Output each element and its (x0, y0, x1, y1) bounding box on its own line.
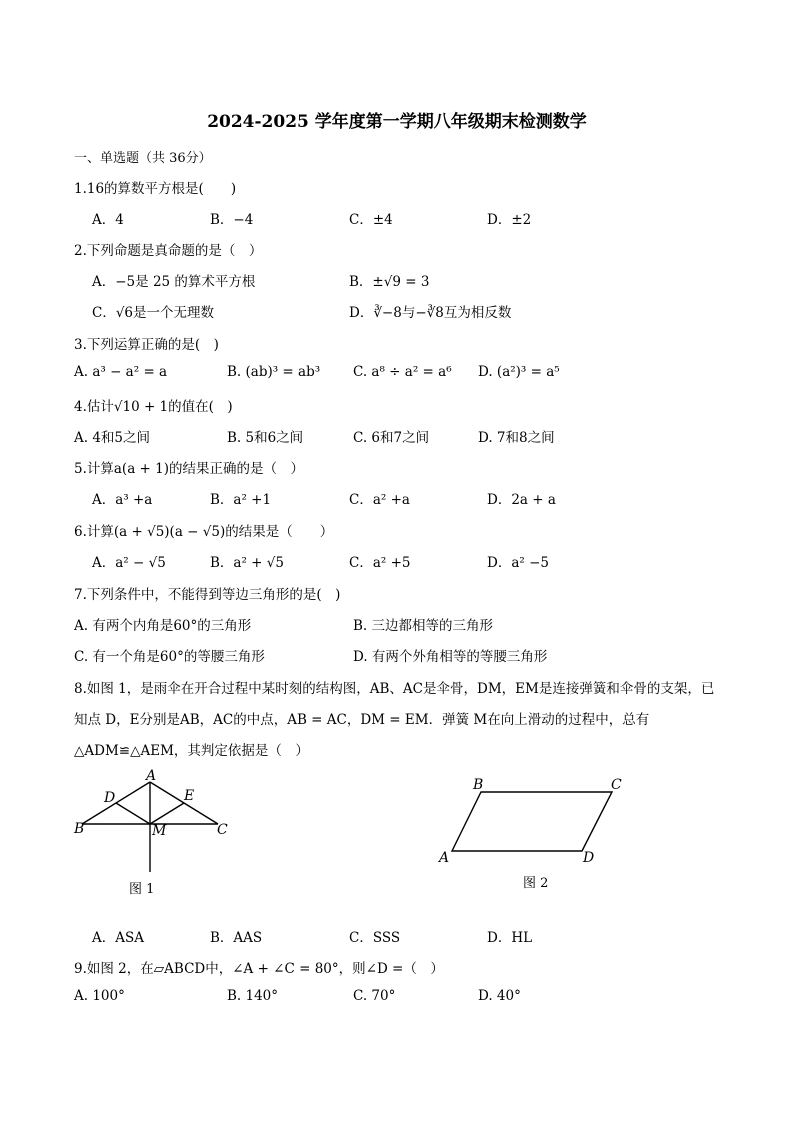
label-b: B (74, 821, 85, 837)
label-d: D (104, 790, 116, 806)
question-9-option-d: D. 40° (478, 988, 521, 1004)
label-e: E (184, 788, 195, 804)
label-a: A (146, 768, 157, 784)
question-7-option-a: A. 有两个内角是60°的三角形 (74, 618, 252, 634)
figure-1-caption: 图 1 (129, 882, 155, 897)
support-em (150, 803, 184, 824)
question-8-option-c: C．SSS (349, 930, 401, 946)
question-6-stem: 6.计算(a + √5)(a − √5)的结果是（ ） (74, 524, 334, 540)
question-1-option-c: C．±4 (349, 212, 393, 228)
parallelogram-abcd (452, 792, 612, 851)
section-heading: 一、单选题（共 36分） (74, 151, 212, 166)
question-1-option-a: A．4 (92, 212, 124, 228)
question-5-stem: 5.计算a(a + 1)的结果正确的是（ ） (74, 461, 304, 477)
question-2-option-d: D．∛−8与−∛8互为相反数 (349, 305, 512, 321)
question-7-option-c: C. 有一个角是60°的等腰三角形 (74, 649, 265, 665)
label-c: C (217, 822, 228, 838)
figure-1-umbrella-diagram (70, 765, 250, 900)
question-1-stem: 1.16的算数平方根是( ) (74, 181, 237, 197)
question-2-option-c: C．√6是一个无理数 (92, 305, 215, 321)
question-8-stem-line-3: △ADM≌△AEM，其判定依据是（ ） (74, 743, 309, 759)
question-8-option-d: D．HL (487, 930, 533, 946)
question-5-option-a: A．a³ +a (92, 492, 153, 508)
support-dm (116, 803, 150, 824)
question-8-stem-line-2: 知点 D，E分别是AB，AC的中点，AB = AC，DM = EM．弹簧 M在向上滑动的过程中，总有 (74, 712, 650, 728)
label-b: B (473, 777, 484, 793)
question-4-stem: 4.估计√10 + 1的值在( ) (74, 399, 233, 415)
question-4-option-b: B. 5和6之间 (227, 430, 304, 446)
question-9-option-c: C. 70° (353, 988, 396, 1004)
question-5-option-b: B．a² +1 (210, 492, 272, 508)
question-7-stem: 7.下列条件中，不能得到等边三角形的是( ) (74, 587, 341, 603)
question-3-stem: 3.下列运算正确的是( ) (74, 337, 219, 353)
label-c: C (611, 777, 622, 793)
question-1-option-d: D．±2 (487, 212, 532, 228)
label-a: A (439, 850, 450, 866)
question-5-option-d: D．2a + a (487, 492, 556, 508)
question-7-option-b: B. 三边都相等的三角形 (353, 618, 494, 634)
question-2-stem: 2.下列命题是真命题的是（ ） (74, 243, 263, 259)
question-3-option-d: D. (a²)³ = a⁵ (478, 364, 560, 380)
page-title: 2024-2025 学年度第一学期八年级期末检测数学 (207, 112, 587, 132)
question-6-option-b: B．a² + √5 (210, 555, 284, 571)
question-9-option-b: B. 140° (227, 988, 279, 1004)
question-6-option-a: A．a² − √5 (92, 555, 166, 571)
question-8-option-b: B．AAS (210, 930, 263, 946)
figure-2-parallelogram-diagram (430, 770, 630, 895)
question-7-option-d: D. 有两个外角相等的等腰三角形 (353, 649, 548, 665)
question-1-option-b: B．−4 (210, 212, 254, 228)
question-5-option-c: C．a² +a (349, 492, 410, 508)
question-9-option-a: A. 100° (74, 988, 125, 1004)
question-4-option-a: A. 4和5之间 (74, 430, 151, 446)
question-6-option-c: C．a² +5 (349, 555, 411, 571)
question-2-option-b: B．±√9 = 3 (349, 274, 430, 290)
question-8-stem-line-1: 8.如图 1，是雨伞在开合过程中某时刻的结构图，AB、AC是伞骨，DM，EM是连接弹簧和伞骨的支架，已 (74, 681, 715, 697)
question-8-option-a: A．ASA (92, 930, 144, 946)
question-3-option-c: C. a⁸ ÷ a² = a⁶ (353, 364, 452, 380)
label-m: M (152, 823, 167, 839)
question-4-option-d: D. 7和8之间 (478, 430, 555, 446)
figure-2-caption: 图 2 (523, 876, 549, 891)
label-d: D (583, 850, 595, 866)
question-3-option-b: B. (ab)³ = ab³ (227, 364, 321, 380)
question-2-option-a: A．−5是 25 的算术平方根 (92, 274, 256, 290)
question-3-option-a: A. a³ − a² = a (74, 364, 168, 380)
question-6-option-d: D．a² −5 (487, 555, 549, 571)
question-9-stem: 9.如图 2，在▱ABCD中，∠A + ∠C = 80°，则∠D =（ ） (74, 961, 444, 977)
question-4-option-c: C. 6和7之间 (353, 430, 430, 446)
